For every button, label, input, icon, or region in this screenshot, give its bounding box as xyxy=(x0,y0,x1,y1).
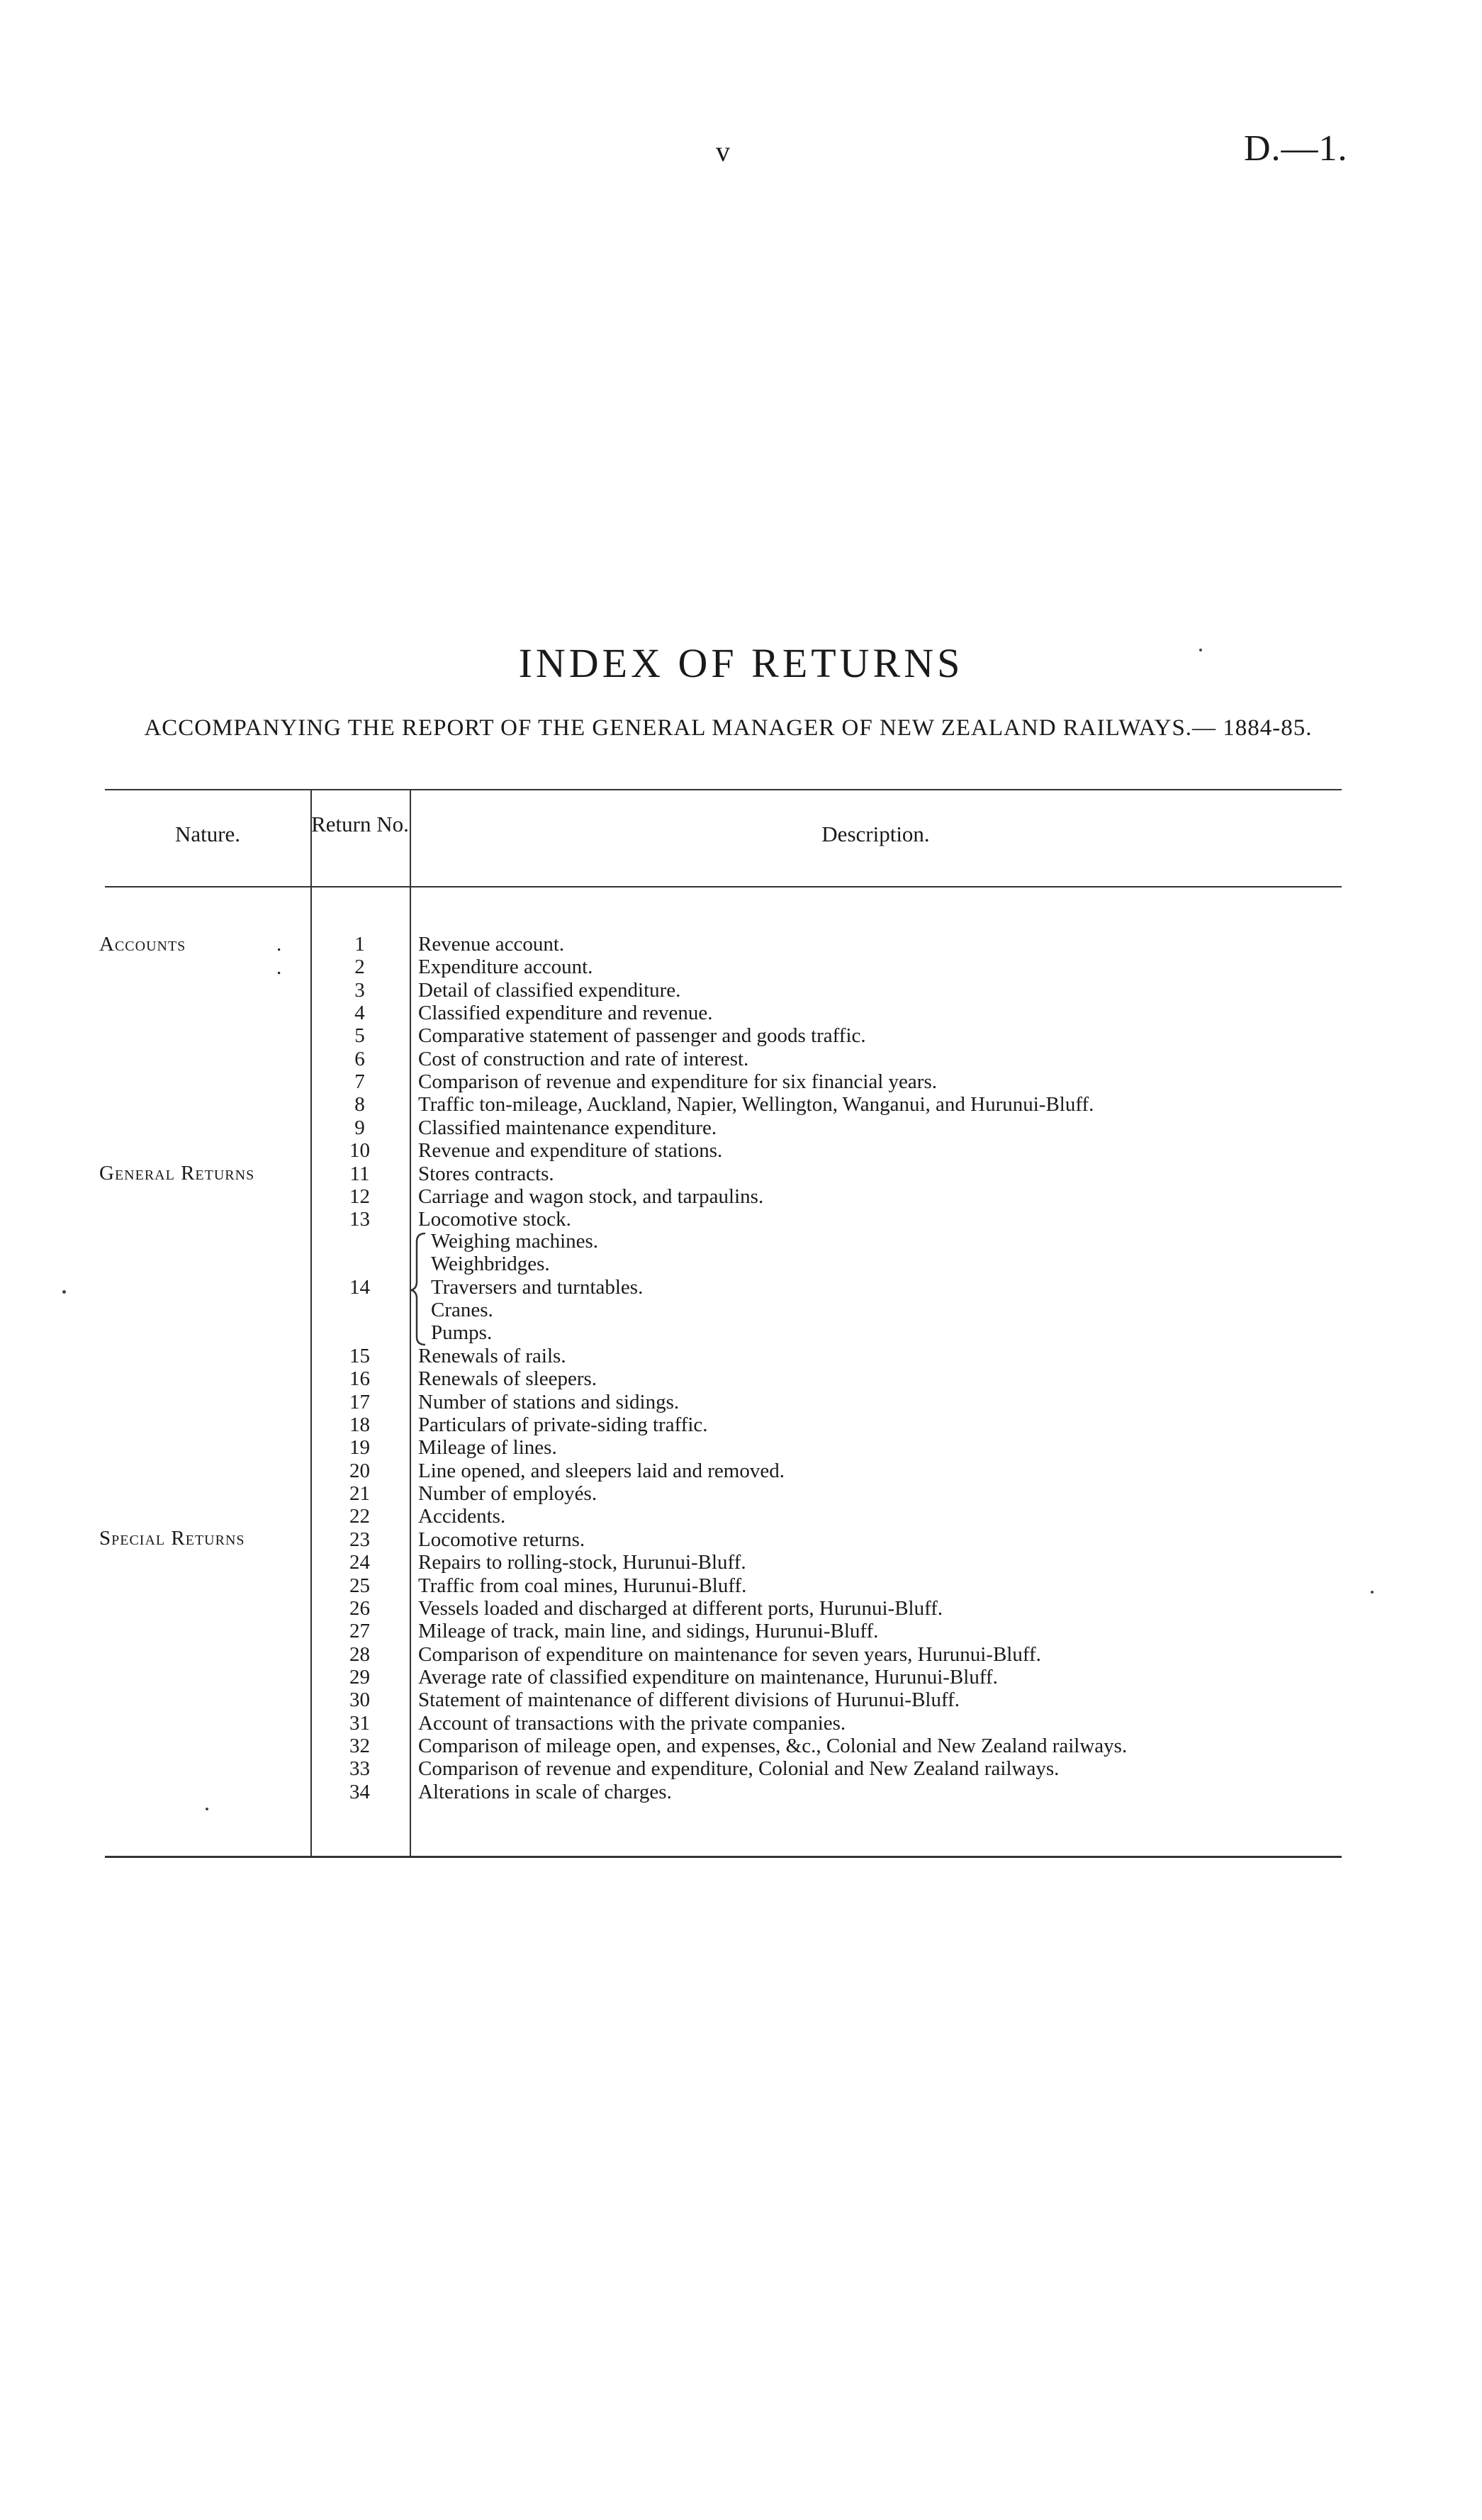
table-row xyxy=(312,1048,1347,1070)
return-description: Stores contracts. xyxy=(418,1162,554,1185)
return-description: Alterations in scale of charges. xyxy=(418,1780,672,1803)
return-number: 29 xyxy=(349,1665,370,1689)
table-row xyxy=(312,1643,1347,1666)
table-row xyxy=(312,1413,1347,1436)
return-number: 7 xyxy=(354,1070,365,1094)
document-reference: D.—1. xyxy=(1244,128,1348,169)
return-description: Average rate of classified expenditure on maintenance, Hurunui-Bluff. xyxy=(418,1665,998,1689)
row14-item: Pumps. xyxy=(431,1321,493,1344)
return-description: Classified maintenance expenditure. xyxy=(418,1116,717,1139)
section-label-text: Accounts xyxy=(99,933,186,956)
return-description: Renewals of rails. xyxy=(418,1345,566,1367)
table-row xyxy=(312,1139,1347,1162)
table-row xyxy=(312,1505,1347,1528)
return-number: 21 xyxy=(349,1482,370,1506)
return-description: Expenditure account. xyxy=(418,956,593,979)
return-description: Accidents. xyxy=(418,1505,506,1528)
return-description: Comparative statement of passenger and goods traffic. xyxy=(418,1024,866,1048)
return-description: Locomotive stock. xyxy=(418,1208,571,1231)
table-row xyxy=(312,1735,1347,1757)
table-row xyxy=(312,1757,1347,1780)
return-number: 5 xyxy=(354,1024,365,1048)
return-description: Repairs to rolling-stock, Hurunui-Bluff. xyxy=(418,1551,746,1574)
row14-item: Cranes. xyxy=(431,1299,493,1321)
return-number: 13 xyxy=(349,1208,370,1231)
return-number: 22 xyxy=(349,1505,370,1528)
page-number: v xyxy=(716,135,730,167)
return-number: 31 xyxy=(349,1711,370,1735)
return-number: 8 xyxy=(354,1093,365,1116)
return-number: 12 xyxy=(349,1185,370,1208)
return-description: Locomotive returns. xyxy=(418,1528,585,1551)
table-row xyxy=(312,979,1347,1002)
table-row xyxy=(312,1689,1347,1711)
row14-item: Weighbridges. xyxy=(431,1253,550,1275)
table-row xyxy=(312,1528,1347,1551)
table-row xyxy=(312,1666,1347,1689)
leader-dots: . . xyxy=(276,933,285,979)
return-description: Mileage of lines. xyxy=(418,1436,557,1460)
table-row xyxy=(312,1163,1347,1185)
return-number: 33 xyxy=(349,1757,370,1781)
grouping-brace xyxy=(410,1231,430,1348)
table-header-rule xyxy=(105,886,1342,887)
return-number: 9 xyxy=(354,1116,365,1139)
table-row xyxy=(312,1620,1347,1642)
return-description: Revenue and expenditure of stations. xyxy=(418,1139,723,1163)
return-number: 26 xyxy=(349,1596,370,1620)
return-description: Classified expenditure and revenue. xyxy=(418,1002,713,1025)
return-number: 23 xyxy=(349,1528,370,1551)
table-row xyxy=(312,1574,1347,1597)
table-row xyxy=(312,1482,1347,1505)
table-row xyxy=(312,1116,1347,1139)
return-number: 28 xyxy=(349,1642,370,1666)
row14-item: Weighing machines. xyxy=(431,1230,599,1253)
return-description: Carriage and wagon stock, and tarpaulins. xyxy=(418,1185,764,1208)
page-subtitle: ACCOMPANYING THE REPORT OF THE GENERAL MANAGER OF NEW ZEALAND RAILWAYS.— 1884-85. xyxy=(144,715,1313,741)
column-header-description: Description. xyxy=(821,822,930,846)
return-description: Number of employés. xyxy=(418,1482,597,1506)
return-description: Comparison of revenue and expenditure, Colonial and New Zealand railways. xyxy=(418,1757,1060,1781)
return-description: Comparison of revenue and expenditure for six financial years. xyxy=(418,1070,937,1094)
return-description: Traffic ton-mileage, Auckland, Napier, Wellington, Wanganui, and Hurunui-Bluff. xyxy=(418,1093,1094,1116)
table-row xyxy=(312,1185,1347,1208)
return-number: 1 xyxy=(354,933,365,956)
section-label-accounts xyxy=(99,933,285,979)
row14-item: Traversers and turntables. xyxy=(431,1276,644,1299)
return-description: Number of stations and sidings. xyxy=(418,1390,680,1413)
table-row xyxy=(312,1597,1347,1620)
table-top-rule xyxy=(105,789,1342,790)
table-row xyxy=(312,1024,1347,1047)
table-row xyxy=(312,1712,1347,1735)
table-row xyxy=(312,1002,1347,1024)
table-row xyxy=(312,1093,1347,1116)
table-row xyxy=(312,956,1347,978)
return-number: 20 xyxy=(349,1459,370,1482)
page-title: INDEX OF RETURNS xyxy=(518,640,964,686)
return-number: 32 xyxy=(349,1734,370,1757)
print-speck xyxy=(1371,1591,1374,1594)
return-number: 18 xyxy=(349,1413,370,1437)
table-row xyxy=(312,1436,1347,1459)
print-speck xyxy=(1199,649,1202,651)
return-number: 2 xyxy=(354,956,365,979)
return-description: Vessels loaded and discharged at different ports, Hurunui-Bluff. xyxy=(418,1596,943,1620)
table-row xyxy=(312,1367,1347,1390)
return-description: Comparison of expenditure on maintenance for seven years, Hurunui-Bluff. xyxy=(418,1642,1041,1666)
table-row xyxy=(312,1070,1347,1093)
return-number: 24 xyxy=(349,1551,370,1574)
return-number: 25 xyxy=(349,1574,370,1597)
section-label-general-returns: General Returns xyxy=(99,1162,255,1185)
return-description: Line opened, and sleepers laid and removed. xyxy=(418,1459,785,1482)
return-description: Comparison of mileage open, and expenses, &c., Colonial and New Zealand railways. xyxy=(418,1734,1128,1757)
table-row xyxy=(312,933,1347,956)
return-description: Detail of classified expenditure. xyxy=(418,978,681,1002)
return-number-14: 14 xyxy=(349,1276,370,1299)
return-number: 34 xyxy=(349,1780,370,1803)
table-row xyxy=(312,1391,1347,1413)
table-row xyxy=(312,1781,1347,1803)
table-row xyxy=(312,1345,1347,1367)
return-number: 17 xyxy=(349,1390,370,1413)
return-description: Traffic from coal mines, Hurunui-Bluff. xyxy=(418,1574,747,1597)
return-description: Account of transactions with the private companies. xyxy=(418,1711,846,1735)
table-row xyxy=(312,1460,1347,1482)
return-description: Particulars of private-siding traffic. xyxy=(418,1413,708,1437)
return-number: 6 xyxy=(354,1047,365,1070)
table-row xyxy=(312,1551,1347,1574)
return-description: Statement of maintenance of different divisions of Hurunui-Bluff. xyxy=(418,1689,960,1712)
return-number: 11 xyxy=(349,1162,370,1185)
table-row xyxy=(312,1208,1347,1231)
print-speck xyxy=(62,1290,66,1294)
return-number: 4 xyxy=(354,1002,365,1025)
return-number: 19 xyxy=(349,1436,370,1460)
return-number: 3 xyxy=(354,978,365,1002)
return-description: Revenue account. xyxy=(418,933,565,956)
return-number: 10 xyxy=(349,1139,370,1163)
return-number: 30 xyxy=(349,1689,370,1712)
return-number: 15 xyxy=(349,1345,370,1367)
return-number: 16 xyxy=(349,1367,370,1391)
table-bottom-rule xyxy=(105,1856,1342,1858)
section-label-special-returns: Special Returns xyxy=(99,1527,245,1550)
return-number: 27 xyxy=(349,1620,370,1643)
column-header-return-no: Return No. xyxy=(311,812,409,836)
return-description: Mileage of track, main line, and sidings, Hurunui-Bluff. xyxy=(418,1620,879,1643)
return-description: Cost of construction and rate of interest. xyxy=(418,1047,749,1070)
return-description: Renewals of sleepers. xyxy=(418,1367,597,1391)
print-speck xyxy=(206,1808,208,1810)
column-header-nature: Nature. xyxy=(174,822,241,846)
